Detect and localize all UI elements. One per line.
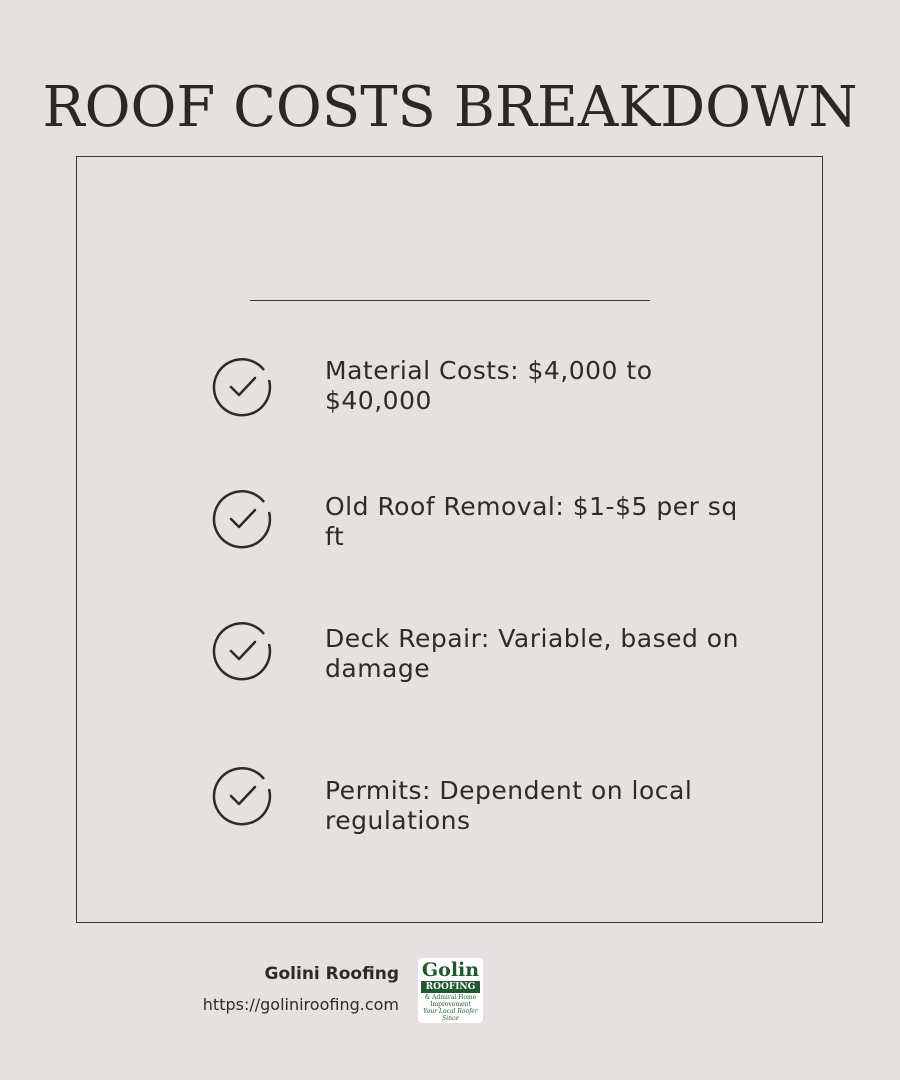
item-text: Material Costs: $4,000 to $40,000 [325,356,653,415]
logo-subtext: & Admiral Home Improvement [424,994,477,1008]
check-circle-icon [212,765,274,827]
company-logo [418,958,483,1023]
item-text: Old Roof Removal: $1-$5 per sq ft [325,492,738,551]
check-circle-icon [212,356,274,418]
page-title: ROOF COSTS BREAKDOWN [42,74,858,140]
item-text: Permits: Dependent on local regulations [325,776,693,835]
divider [250,300,650,301]
check-circle-icon [212,488,274,550]
item-text: Deck Repair: Variable, based on damage [325,624,739,683]
logo-text: Golin [421,959,480,981]
brand-name: Golini Roofing [264,964,399,984]
website-link[interactable]: https://goliniroofing.com [202,995,399,1014]
check-circle-icon [212,620,274,682]
logo-tagline: Your Local Roofer Since [423,1008,478,1022]
logo-banner: ROOFING [421,981,480,993]
